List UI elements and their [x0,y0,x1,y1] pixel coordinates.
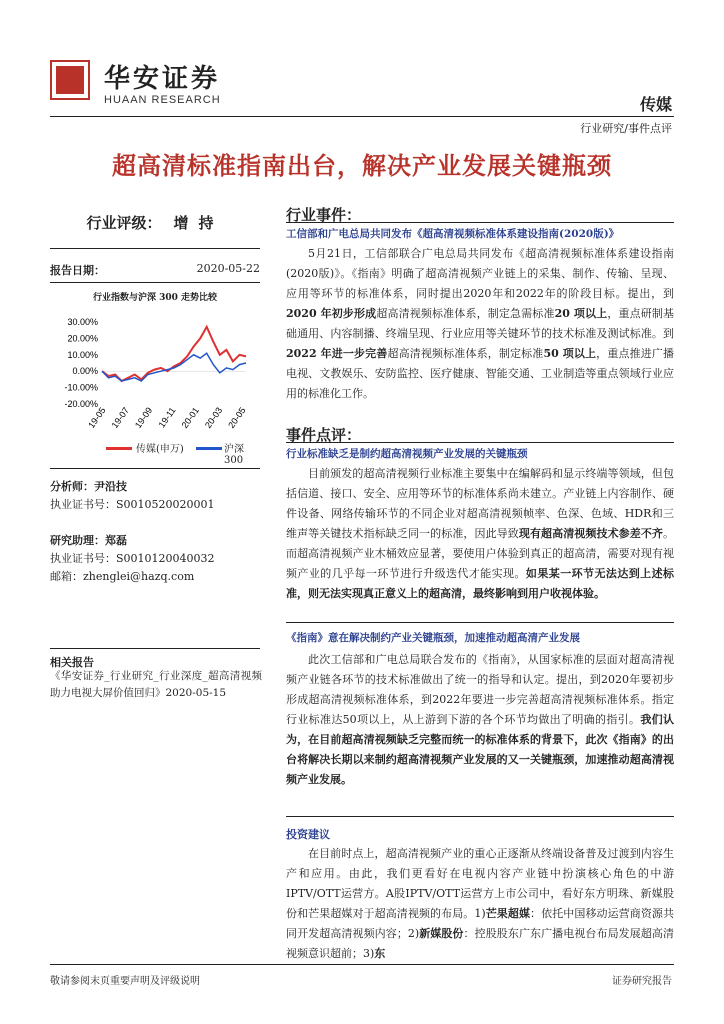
report-title: 超高清标准指南出台，解决产业发展关键瓶颈 [112,152,612,180]
divider [286,816,674,817]
footer-report-type: 证券研究报告 [612,976,672,987]
text: ，重点研制基础通用、内容制播、终端呈现、行业应用等关键环节的技术标准及测试标准。到 [286,307,675,340]
assistant-email[interactable]: 邮箱：zhenglei@hazq.com [50,570,195,583]
x-tick-label: 19-07 [109,405,131,431]
divider [50,248,260,249]
huaan-logo [50,60,90,100]
subheading-event: 工信部和广电总局共同发布《超高清视频标准体系建设指南(2020版)》 [286,228,620,240]
divider [50,282,260,283]
legend-swatch-hs300 [196,447,222,450]
text: 5月21日，工信部联合广电总局共同发布《超高清视频标准体系建设指南(2020版)》。《指南》明确了超高清视频产业链上的采集、制作、传输、呈现、应用等环节的标准体系，同时提出2020年和2022年的阶段目标。提出，到 [286,247,674,300]
series-line-hs300 [102,353,246,381]
highlight: 2020 年初步形成 [286,307,377,320]
x-tick-label: 20-01 [179,405,201,431]
highlight: 20 项以上 [554,307,608,320]
x-tick-label: 19-05 [86,405,108,431]
y-tick-label: -10.00% [64,382,98,393]
highlight: 芒果超媒 [485,907,531,920]
chart-title: 行业指数与沪深 300 走势比较 [92,293,218,303]
section-title-comment: 事件点评： [286,426,362,444]
highlight: 2022 年进一步完善 [286,347,388,360]
header-divider [50,116,674,117]
industry-rating [50,212,260,233]
industry-label: 传媒 [639,95,672,114]
related-report-link[interactable]: 《华安证券_行业研究_行业深度_超高清视频助力电视大屏价值回归》2020-05-15 [50,670,262,699]
section-title-event: 行业事件： [286,206,362,224]
text: 目前颁发的超高清视频行业标准主要集中在编解码和显示终端等领域，但包括信道、接口、安全、应用等环节的标准体系尚未建立。产业链上内容制作、硬件设备、网络传输环节的不同企业对超高清视频帧率、色深、色域、HDR和三维声等关键技术指标缺乏同一的标准，因此导致 [286,467,674,540]
y-tick-label: -20.00% [64,399,98,409]
x-tick-label: 20-03 [202,405,225,431]
paragraph-standard [286,464,674,614]
related-reports-title: 相关报告 [50,656,94,669]
subheading-guide: 《指南》意在解决制约产业关键瓶颈，加速推动超高清产业发展 [286,632,580,644]
report-date-label: 报告日期： [50,264,105,277]
report-date: 2020-05-22 [196,262,260,275]
text: ，重点推进广播电视、文教娱乐、安防监控、医疗健康、智能交通、工业制造等重点领域行业应用的标准化工作。 [286,347,675,400]
y-tick-label: 30.00% [67,317,98,327]
text: 。而超高清视频产业木桶效应显著，要使用户体验到真正的超高清，需要对现有视频产业的几乎每一环节进行升级迭代才能实现。 [286,527,675,580]
assistant-row [50,532,260,548]
divider [286,622,674,623]
footer-divider [50,964,674,965]
subheading-investment: 投资建议 [286,828,330,841]
brand-name-cn: 华安证券 [104,64,221,94]
divider [286,222,674,223]
footer-disclaimer[interactable]: 敬请参阅末页重要声明及评级说明 [50,976,200,987]
text: ：依托中国移动运营商资源共同开发超高清视频内容；2) [286,907,674,940]
paragraph-guide [286,650,674,810]
assistant-cert: 执业证书号：S0010120040032 [50,552,215,565]
highlight: 我们认为，在目前超高清视频缺乏完整而统一的标准体系的背景下，此次《指南》的出台将解决长期以来制约超高清视频产业发展的又一关键瓶颈，加速推动超高清视频产业发展。 [286,713,674,786]
analyst-label: 分析师： [50,480,94,493]
chart-legend [50,440,260,466]
x-axis [86,405,247,430]
paragraph-investment [286,844,674,962]
document-type: 行业研究/事件点评 [580,122,672,135]
y-tick-label: 20.00% [67,333,98,344]
legend-swatch-media [106,447,132,450]
assistant-label: 研究助理： [50,534,105,547]
analyst-row [50,478,260,494]
rating-label: 行业评级： [86,214,162,232]
highlight: 现有超高清视频技术参差不齐 [518,527,664,540]
text: 此次工信部和广电总局联合发布的《指南》，从国家标准的层面对超高清视频产业链各环节的技术标准做出了统一的指导和认定。提出，到2020年要初步形成超高清视频标准体系，到2022年要进一步完善超高清视频标准体系。指定行业标准达50项以上，从上游到下游的各个环节均做出了明确的指引。 [286,653,674,726]
x-tick-label: 20-05 [226,405,248,431]
brand-name-en: HUAAN RESEARCH [104,94,221,106]
text: ：控股股东广东广播电视台布局发展超高清视频意识超前；3) [286,927,674,960]
subheading-standard: 行业标准缺乏是制约超高清视频产业发展的关键瓶颈 [286,448,528,460]
y-axis [64,317,98,409]
report-date-row [50,262,260,278]
y-tick-label: 0.00% [72,366,98,377]
legend-label-media: 传媒(申万) [136,444,184,455]
legend-label-hs300: 沪深300 [224,444,244,466]
divider [50,468,260,469]
paragraph-event [286,244,674,414]
divider [286,442,674,443]
rating-value: 增持 [173,214,224,232]
x-tick-label: 19-11 [156,405,178,430]
assistant-name: 郑磊 [105,534,127,547]
series-line-media [102,327,246,381]
text: 超高清视频标准体系，制定急需标准 [376,307,555,320]
highlight: 50 项以上 [543,347,597,360]
divider [50,648,260,649]
highlight: 如果某一环节无法达到上述标准，则无法实现真正意义上的超高清，最终影响到用户收视体验。 [286,567,675,600]
highlight: 东 [374,947,386,960]
analyst-name: 尹沿技 [94,480,127,493]
y-tick-label: 10.00% [67,349,98,360]
text: 超高清视频标准体系，制定标准 [387,347,544,360]
series [102,327,246,381]
highlight: 新媒股份 [419,927,464,940]
x-tick-label: 19-09 [132,405,155,431]
text: 在目前时点上，超高清视频产业的重心正逐渐从终端设备普及过渡到内容生产和应用。由此，我们更看好在电视内容产业链中扮演核心角色的中游IPTV/OTT运营方。A股IPTV/OTT运营方上市公司中，看好东方明珠、新媒股份和芒果超媒对于超高清视频的布局。1) [286,847,674,920]
analyst-cert: 执业证书号：S0010520020001 [50,498,215,511]
